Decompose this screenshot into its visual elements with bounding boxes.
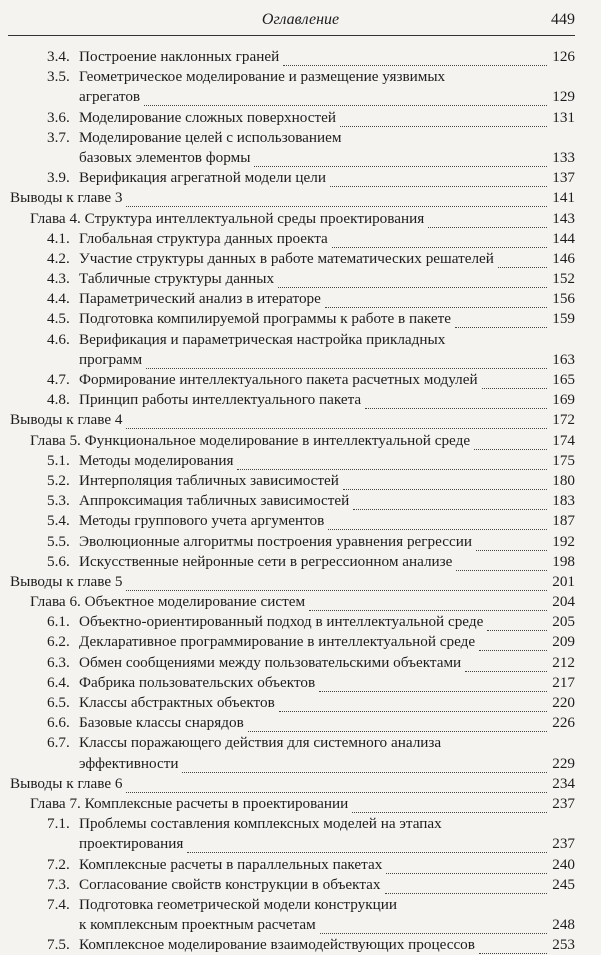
toc-section-number: 7.5. bbox=[47, 936, 70, 954]
toc-section-number: 7.4. bbox=[47, 895, 70, 913]
toc-page-number: 201 bbox=[552, 572, 575, 590]
table-of-contents bbox=[0, 47, 601, 955]
toc-leader-dots bbox=[456, 552, 547, 571]
toc-section-number: 7.1. bbox=[47, 815, 70, 833]
toc-section-number: 6.1. bbox=[47, 613, 70, 631]
toc-line bbox=[0, 794, 601, 814]
toc-leader-dots bbox=[386, 855, 547, 874]
toc-page-number: 217 bbox=[552, 673, 575, 691]
toc-page-number: 226 bbox=[552, 714, 575, 732]
toc-section-number: 4.8. bbox=[47, 391, 70, 409]
toc-section-title: Обмен сообщениями между пользовательскими объектами bbox=[79, 653, 462, 671]
toc-line bbox=[0, 148, 601, 168]
toc-section-title: Комплексные расчеты в параллельных пакетах bbox=[79, 855, 383, 873]
toc-section-title: Верификация агрегатной модели цели bbox=[79, 169, 326, 187]
toc-section-number: 5.6. bbox=[47, 552, 70, 570]
toc-page-number: 180 bbox=[552, 471, 575, 489]
toc-line bbox=[0, 915, 601, 935]
toc-section-title: Верификация и параметрическая настройка прикладных bbox=[79, 330, 446, 348]
toc-page-number: 175 bbox=[552, 451, 575, 469]
toc-section-title: Методы моделирования bbox=[79, 451, 234, 469]
toc-section-title: Искусственные нейронные сети в регрессионном анализе bbox=[79, 552, 453, 570]
toc-page-number: 144 bbox=[552, 229, 575, 247]
toc-page-number: 248 bbox=[552, 916, 575, 934]
toc-leader-dots bbox=[187, 834, 547, 853]
toc-page-number: 192 bbox=[552, 532, 575, 550]
toc-page-number: 156 bbox=[552, 290, 575, 308]
toc-section-title: Аппроксимация табличных зависимостей bbox=[79, 492, 350, 510]
toc-line bbox=[0, 390, 601, 410]
toc-line bbox=[0, 249, 601, 269]
toc-section-number: 3.4. bbox=[47, 48, 70, 65]
toc-section-title: Эволюционные алгоритмы построения уравнения регрессии bbox=[79, 532, 472, 550]
toc-section-number: 5.4. bbox=[47, 512, 70, 530]
toc-line bbox=[0, 875, 601, 895]
toc-section-title: Формирование интеллектуального пакета расчетных модулей bbox=[79, 371, 478, 388]
toc-leader-dots bbox=[479, 935, 547, 954]
toc-chapter-title: Глава 6. Объектное моделирование систем bbox=[30, 593, 306, 611]
toc-section-title: проектирования bbox=[79, 835, 184, 853]
toc-page-number: 174 bbox=[552, 431, 575, 449]
toc-section-number: 6.4. bbox=[47, 673, 70, 691]
toc-page-number: 163 bbox=[552, 350, 575, 368]
toc-leader-dots bbox=[474, 431, 547, 450]
toc-section-title: Принцип работы интеллектуального пакета bbox=[79, 391, 362, 409]
toc-page-number: 183 bbox=[552, 492, 575, 510]
toc-leader-dots bbox=[476, 532, 547, 551]
toc-section-number: 3.7. bbox=[47, 128, 70, 146]
toc-section-number: 3.5. bbox=[47, 68, 70, 86]
toc-leader-dots bbox=[237, 451, 547, 470]
toc-line bbox=[0, 754, 601, 774]
toc-summary-title: Выводы к главе 5 bbox=[10, 572, 123, 590]
toc-leader-dots bbox=[343, 471, 547, 490]
toc-page-number: 204 bbox=[552, 593, 575, 611]
toc-section-title: Подготовка компилируемой программы к работе в пакете bbox=[79, 310, 451, 328]
toc-leader-dots bbox=[254, 148, 547, 167]
toc-section-title: Глобальная структура данных проекта bbox=[79, 229, 328, 247]
toc-page-number: 220 bbox=[552, 694, 575, 711]
toc-leader-dots bbox=[325, 289, 547, 308]
toc-page-number: 129 bbox=[552, 88, 575, 106]
toc-section-number: 5.2. bbox=[47, 471, 70, 489]
toc-leader-dots bbox=[487, 612, 547, 631]
toc-line bbox=[0, 713, 601, 733]
toc-line bbox=[0, 370, 601, 390]
toc-section-number: 7.3. bbox=[47, 875, 70, 893]
toc-section-title: Интерполяция табличных зависимостей bbox=[79, 471, 339, 489]
toc-leader-dots bbox=[328, 511, 547, 530]
toc-leader-dots bbox=[352, 794, 547, 813]
toc-leader-dots bbox=[126, 774, 547, 793]
toc-section-title: Моделирование целей с использованием bbox=[79, 128, 342, 146]
toc-line bbox=[0, 814, 601, 834]
toc-section-number: 4.3. bbox=[47, 270, 70, 288]
toc-line bbox=[0, 87, 601, 107]
toc-section-title: Участие структуры данных в работе математических решателей bbox=[79, 249, 494, 267]
toc-leader-dots bbox=[319, 673, 547, 692]
toc-line bbox=[0, 471, 601, 491]
toc-page-number: 131 bbox=[552, 108, 575, 126]
toc-section-number: 6.7. bbox=[47, 734, 70, 752]
toc-line bbox=[0, 653, 601, 673]
toc-leader-dots bbox=[428, 209, 547, 228]
toc-section-number: 5.3. bbox=[47, 492, 70, 510]
toc-page-number: 198 bbox=[552, 552, 575, 570]
toc-leader-dots bbox=[144, 87, 547, 106]
toc-section-title: эффективности bbox=[79, 754, 179, 772]
toc-page-number: 234 bbox=[552, 774, 575, 792]
toc-section-number: 6.2. bbox=[47, 633, 70, 651]
toc-page-number: 133 bbox=[552, 148, 575, 166]
toc-page-number: 126 bbox=[552, 48, 575, 65]
toc-page-number: 237 bbox=[552, 794, 575, 812]
toc-leader-dots bbox=[455, 309, 547, 328]
toc-leader-dots bbox=[126, 572, 547, 591]
toc-chapter-title: Глава 5. Функциональное моделирование в интеллектуальной среде bbox=[30, 431, 471, 449]
toc-page-number: 141 bbox=[552, 189, 575, 207]
toc-section-title: Подготовка геометрической модели конструкции bbox=[79, 895, 397, 913]
toc-page-number: 240 bbox=[552, 855, 575, 873]
toc-leader-dots bbox=[365, 390, 547, 409]
toc-line bbox=[0, 309, 601, 329]
toc-section-number: 7.2. bbox=[47, 855, 70, 873]
toc-line bbox=[0, 269, 601, 289]
toc-section-number: 4.4. bbox=[47, 290, 70, 308]
toc-leader-dots bbox=[479, 632, 547, 651]
toc-leader-dots bbox=[283, 47, 547, 66]
toc-chapter-title: Глава 7. Комплексные расчеты в проектировании bbox=[30, 794, 349, 812]
toc-section-title: Построение наклонных граней bbox=[79, 48, 280, 65]
toc-leader-dots bbox=[332, 229, 547, 248]
toc-page-number: 137 bbox=[552, 169, 575, 187]
toc-section-number: 5.1. bbox=[47, 451, 70, 469]
header-rule bbox=[8, 35, 575, 36]
toc-section-title: к комплексным проектным расчетам bbox=[79, 916, 316, 934]
toc-section-number: 4.1. bbox=[47, 229, 70, 247]
toc-line bbox=[0, 47, 601, 67]
toc-section-title: Методы группового учета аргументов bbox=[79, 512, 325, 530]
toc-section-title: Декларативное программирование в интеллектуальной среде bbox=[79, 633, 476, 651]
toc-line bbox=[0, 350, 601, 370]
toc-section-title: Параметрический анализ в итераторе bbox=[79, 290, 321, 308]
toc-line bbox=[0, 693, 601, 713]
toc-page-number: 253 bbox=[552, 936, 575, 954]
toc-leader-dots bbox=[498, 249, 547, 268]
toc-leader-dots bbox=[465, 653, 547, 672]
toc-page-number: 205 bbox=[552, 613, 575, 631]
toc-line bbox=[0, 410, 601, 430]
toc-section-number: 4.7. bbox=[47, 371, 70, 388]
toc-line bbox=[0, 572, 601, 592]
toc-page-number: 187 bbox=[552, 512, 575, 530]
toc-line bbox=[0, 209, 601, 229]
toc-page-number: 143 bbox=[552, 209, 575, 227]
toc-section-number: 5.5. bbox=[47, 532, 70, 550]
toc-line bbox=[0, 673, 601, 693]
toc-line bbox=[0, 834, 601, 854]
toc-section-title: Фабрика пользовательских объектов bbox=[79, 673, 316, 691]
toc-page-number: 229 bbox=[552, 754, 575, 772]
toc-line bbox=[0, 128, 601, 148]
toc-leader-dots bbox=[126, 410, 547, 429]
toc-page-number: 237 bbox=[552, 835, 575, 853]
toc-section-title: Геометрическое моделирование и размещение уязвимых bbox=[79, 68, 446, 86]
toc-line bbox=[0, 612, 601, 632]
toc-section-number: 6.6. bbox=[47, 714, 70, 732]
toc-section-number: 6.3. bbox=[47, 653, 70, 671]
toc-line bbox=[0, 855, 601, 875]
toc-page-number: 152 bbox=[552, 270, 575, 288]
toc-section-number: 6.5. bbox=[47, 694, 70, 711]
toc-summary-title: Выводы к главе 3 bbox=[10, 189, 123, 207]
toc-line bbox=[0, 632, 601, 652]
toc-section-title: Комплексное моделирование взаимодействующих процессов bbox=[79, 936, 475, 954]
toc-line bbox=[0, 895, 601, 915]
toc-section-title: Проблемы составления комплексных моделей на этапах bbox=[79, 815, 442, 833]
toc-section-title: Моделирование сложных поверхностей bbox=[79, 108, 336, 126]
toc-line bbox=[0, 108, 601, 128]
toc-section-number: 3.6. bbox=[47, 108, 70, 126]
toc-section-number: 3.9. bbox=[47, 169, 70, 187]
toc-page-number: 165 bbox=[552, 371, 575, 388]
toc-line bbox=[0, 511, 601, 531]
toc-line bbox=[0, 229, 601, 249]
toc-line bbox=[0, 431, 601, 451]
page-header bbox=[0, 0, 601, 38]
toc-page-number: 245 bbox=[552, 875, 575, 893]
toc-leader-dots bbox=[279, 693, 547, 712]
toc-leader-dots bbox=[353, 491, 547, 510]
toc-page-number: 212 bbox=[552, 653, 575, 671]
toc-leader-dots bbox=[146, 350, 547, 369]
toc-line bbox=[0, 491, 601, 511]
toc-line bbox=[0, 188, 601, 208]
toc-line bbox=[0, 451, 601, 471]
page-number: 449 bbox=[551, 11, 575, 28]
toc-leader-dots bbox=[278, 269, 547, 288]
toc-section-title: Объектно-ориентированный подход в интеллектуальной среде bbox=[79, 613, 484, 631]
toc-leader-dots bbox=[385, 875, 547, 894]
toc-leader-dots bbox=[330, 168, 547, 187]
toc-page-number: 172 bbox=[552, 411, 575, 429]
toc-page-number: 209 bbox=[552, 633, 575, 651]
toc-section-title: Табличные структуры данных bbox=[79, 270, 275, 288]
toc-section-number: 4.2. bbox=[47, 249, 70, 267]
toc-leader-dots bbox=[340, 108, 547, 127]
toc-page-number: 159 bbox=[552, 310, 575, 328]
toc-section-number: 4.5. bbox=[47, 310, 70, 328]
toc-leader-dots bbox=[320, 915, 547, 934]
toc-section-title: Классы поражающего действия для системного анализа bbox=[79, 734, 442, 752]
toc-page-number: 169 bbox=[552, 391, 575, 409]
toc-line bbox=[0, 330, 601, 350]
toc-section-title: базовых элементов формы bbox=[79, 148, 251, 166]
toc-line bbox=[0, 774, 601, 794]
toc-leader-dots bbox=[309, 592, 547, 611]
toc-leader-dots bbox=[248, 713, 547, 732]
toc-section-title: агрегатов bbox=[79, 88, 141, 106]
toc-line bbox=[0, 168, 601, 188]
toc-section-number: 4.6. bbox=[47, 330, 70, 348]
running-title: Оглавление bbox=[261, 11, 340, 28]
toc-line bbox=[0, 67, 601, 87]
toc-line bbox=[0, 289, 601, 309]
toc-section-title: Классы абстрактных объектов bbox=[79, 694, 275, 711]
toc-line bbox=[0, 532, 601, 552]
toc-leader-dots bbox=[182, 754, 547, 773]
toc-section-title: программ bbox=[79, 350, 143, 368]
toc-chapter-title: Глава 4. Структура интеллектуальной среды проектирования bbox=[30, 209, 425, 227]
toc-line bbox=[0, 733, 601, 753]
toc-line bbox=[0, 935, 601, 955]
toc-section-title: Согласование свойств конструкции в объектах bbox=[79, 875, 381, 893]
toc-line bbox=[0, 552, 601, 572]
toc-section-title: Базовые классы снарядов bbox=[79, 714, 244, 732]
toc-leader-dots bbox=[482, 370, 547, 389]
toc-summary-title: Выводы к главе 6 bbox=[10, 774, 123, 792]
toc-line bbox=[0, 592, 601, 612]
toc-page-number: 146 bbox=[552, 249, 575, 267]
toc-leader-dots bbox=[126, 188, 547, 207]
toc-summary-title: Выводы к главе 4 bbox=[10, 411, 123, 429]
